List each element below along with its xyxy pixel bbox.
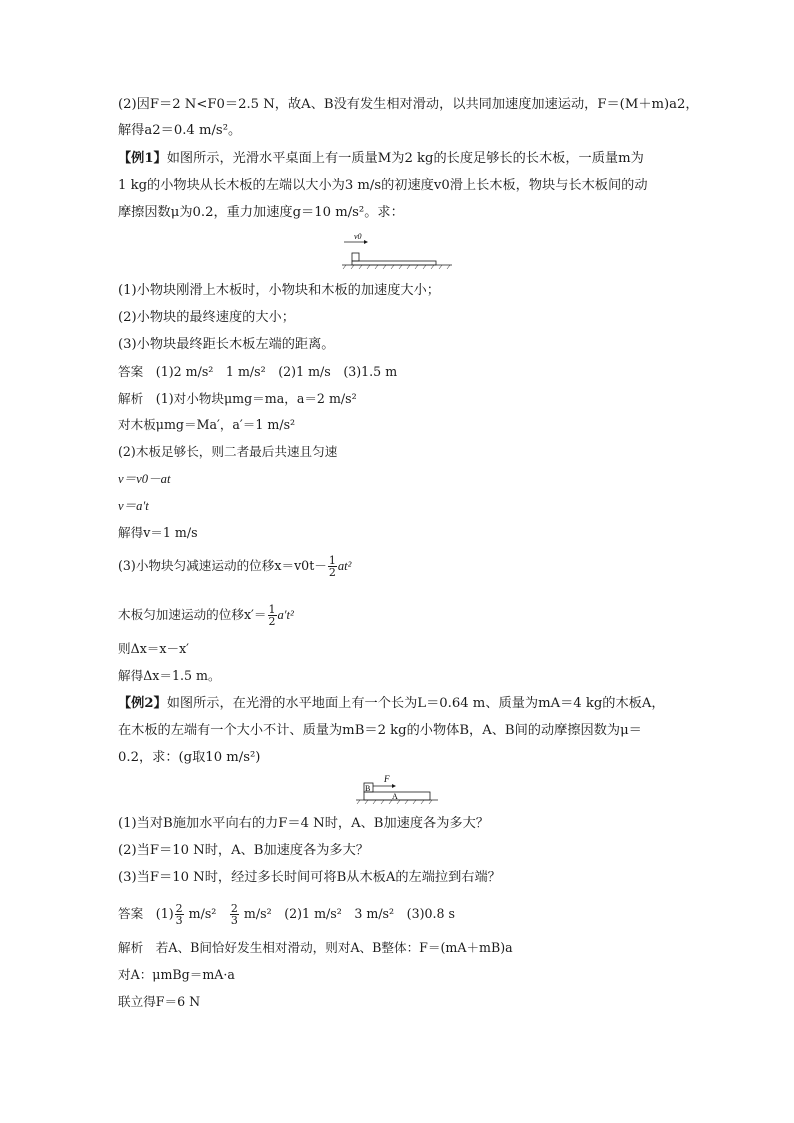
fraction-numerator: 2 — [230, 902, 238, 915]
example2-question1: (1)当对B施加水平向右的力F＝4 N时，A、B加速度各为多大？ — [118, 816, 489, 831]
example2-tag: 【例2】 — [118, 696, 167, 711]
solution7-pre: (3)小物块匀减速运动的位移x＝v0t－ — [118, 558, 327, 573]
example1-solution7 — [118, 555, 351, 578]
example2-solution3: 联立得F＝6 N — [118, 994, 201, 1009]
force-label: F — [384, 774, 390, 784]
example1-tag: 【例1】 — [118, 151, 167, 166]
solution7-post: at² — [337, 559, 352, 573]
velocity-arrowhead — [364, 240, 368, 244]
example1-answer: 答案 (1)2 m/s² 1 m/s² (2)1 m/s (3)1.5 m — [118, 364, 398, 379]
v0-label: v0 — [354, 232, 362, 241]
block-b-label: B — [365, 784, 371, 793]
example1-solution9: 则Δx＝x－x′ — [118, 641, 190, 656]
example2-solution1: 解析 若A、B间恰好发生相对滑动，则对A、B整体：F＝(mA＋mB)a — [118, 940, 513, 955]
example2-stem-line2: 在木板的左端有一个大小不计、质量为mB＝2 kg的小物体B，A、B间的动摩擦因数为μ＝ — [118, 723, 642, 738]
solution8-pre: 木板匀加速运动的位移x′＝ — [118, 607, 267, 622]
board-a-label: A — [392, 792, 398, 801]
example1-stem-line1 — [118, 150, 644, 168]
example2-stem-text1: 如图所示，在光滑的水平地面上有一个长为L＝0.64 m、质量为mA＝4 kg的木板A， — [166, 696, 665, 711]
example1-solution3: (2)木板足够长，则二者最后共速且匀速 — [118, 444, 338, 459]
fraction-denominator: 3 — [175, 914, 183, 927]
answer-pre: 答案 (1) — [118, 906, 174, 921]
fraction-denominator: 2 — [328, 566, 336, 579]
force-arrowhead — [392, 784, 396, 788]
solution8-post: a′t² — [277, 608, 294, 622]
example1-question2: (2)小物块的最终速度的大小； — [118, 310, 295, 325]
small-block — [352, 253, 359, 261]
answer-mid: m/s² — [184, 906, 229, 921]
fraction-denominator: 3 — [230, 914, 238, 927]
half-fraction — [328, 555, 337, 578]
ground-hatching — [343, 265, 450, 269]
example1-solution1: 解析 (1)对小物块μmg＝ma，a＝2 m/s² — [118, 391, 357, 406]
fraction-numerator: 1 — [268, 603, 276, 616]
example2-stem-line3: 0.2，求：(g取10 m/s²) — [118, 750, 261, 765]
example1-solution4: v＝v0－at — [118, 472, 171, 486]
half-fraction — [268, 604, 277, 627]
example2-stem-line1 — [118, 695, 665, 713]
example2-question3: (3)当F＝10 N时，经过多长时间可将B从木板A的左端拉到右端？ — [118, 870, 501, 885]
fraction-denominator: 2 — [268, 615, 276, 628]
example2-answer — [118, 903, 455, 926]
two-thirds-fraction — [175, 903, 184, 926]
example1-stem-line2: 1 kg的小物块从长木板的左端以大小为3 m/s的初速度v0滑上长木板，物块与长木板间的动 — [118, 178, 648, 193]
example2-solution2: 对A：μmBg＝mA·a — [118, 967, 235, 982]
example1-question1: (1)小物块刚滑上木板时，小物块和木板的加速度大小； — [118, 283, 440, 298]
example1-solution6: 解得v＝1 m/s — [118, 525, 198, 540]
example2-figure — [352, 772, 442, 806]
prev-solution-line2: 解得a2＝0.4 m/s²。 — [118, 123, 242, 138]
two-thirds-fraction — [230, 903, 239, 926]
example1-stem-line3: 摩擦因数μ为0.2，重力加速度g＝10 m/s²。求： — [118, 205, 404, 220]
fraction-numerator: 2 — [175, 902, 183, 915]
example1-solution8 — [118, 604, 294, 627]
example1-solution10: 解得Δx＝1.5 m。 — [118, 668, 221, 683]
example1-solution2: 对木板μmg＝Ma′，a′＝1 m/s² — [118, 417, 296, 432]
example1-figure — [340, 229, 460, 269]
fraction-numerator: 1 — [328, 554, 336, 567]
example2-question2: (2)当F＝10 N时，A、B加速度各为多大？ — [118, 843, 369, 858]
long-board — [352, 261, 436, 265]
example1-question3: (3)小物块最终距长木板左端的距离。 — [118, 337, 335, 352]
example1-solution5: v＝a′t — [118, 499, 149, 513]
example1-stem-text1: 如图所示，光滑水平桌面上有一质量M为2 kg的长度足够长的长木板，一质量m为 — [166, 151, 644, 166]
answer-post: m/s² (2)1 m/s² 3 m/s² (3)0.8 s — [239, 906, 455, 921]
prev-solution-line1: (2)因F＝2 N<F0＝2.5 N，故A、B没有发生相对滑动，以共同加速度加速运动，F＝(M＋m)a2， — [118, 97, 699, 112]
